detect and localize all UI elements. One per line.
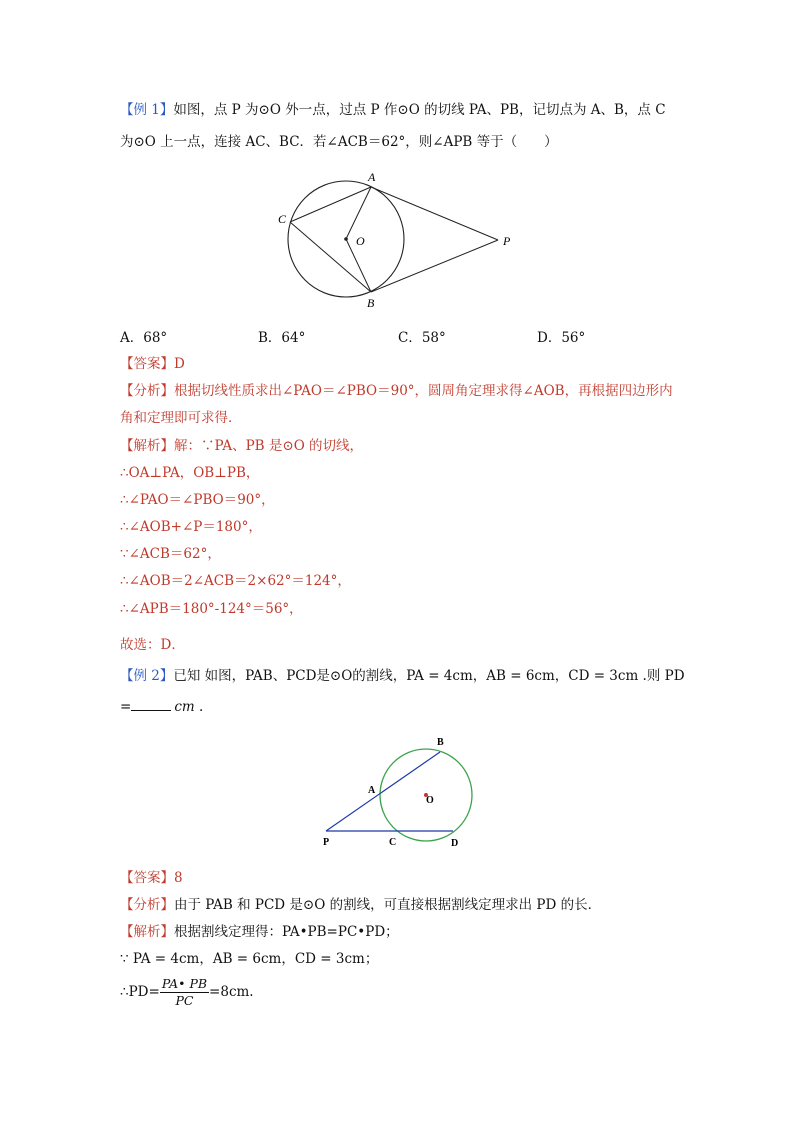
ex1-solution-line1 bbox=[120, 437, 363, 455]
label-a: A bbox=[368, 170, 376, 184]
ex1-choice: 故选：D． bbox=[120, 637, 185, 653]
ex1-analysis-tag: 【分析】 bbox=[120, 383, 174, 399]
ex1-solution-line6: ∴∠AOB＝2∠ACB＝2×62°＝124°， bbox=[120, 573, 351, 589]
label2-a: A bbox=[368, 785, 376, 796]
ex2-solution-line2: ∵ PA = 4cm，AB = 6cm，CD = 3cm； bbox=[120, 951, 379, 967]
ex1-answer-value: D bbox=[174, 356, 185, 372]
label-o: O bbox=[356, 234, 365, 248]
ex1-question-line2: 为⊙O 上一点，连接 AC、BC．若∠ACB＝62°，则∠APB 等于（ ） bbox=[120, 134, 558, 150]
ex2-question-line1 bbox=[120, 667, 685, 685]
chord-bc bbox=[290, 222, 371, 292]
ex1-solution-line5: ∵∠ACB＝62°， bbox=[120, 546, 221, 562]
ex2-q2-prefix: = bbox=[120, 699, 132, 715]
ex1-figure bbox=[270, 165, 530, 315]
label2-o: O bbox=[426, 795, 434, 806]
ex1-option-d: D．56° bbox=[537, 330, 586, 346]
label-b: B bbox=[367, 296, 375, 310]
ex2-answer-value: 8 bbox=[174, 870, 183, 886]
ex2-analysis bbox=[120, 896, 601, 914]
ex1-solution-line7: ∴∠APB＝180°-124°＝56°， bbox=[120, 601, 303, 617]
ex2-frac-num: PA• PB bbox=[161, 976, 208, 991]
ex2-fraction bbox=[160, 976, 209, 1009]
tangent-pa bbox=[371, 187, 498, 240]
label-c: C bbox=[278, 212, 287, 226]
ex2-frac-den: PC bbox=[175, 993, 194, 1008]
ex1-analysis-line2: 角和定理即可求得． bbox=[120, 410, 242, 426]
ex2-solution-tag: 【解析】 bbox=[120, 924, 174, 940]
ex2-solution-line3 bbox=[120, 976, 254, 1009]
ex1-tag: 【例 1】 bbox=[120, 102, 174, 118]
ex1-solution-line2: ∴OA⊥PA，OB⊥PB， bbox=[120, 465, 260, 481]
tangent-pb bbox=[371, 240, 498, 292]
center-dot bbox=[344, 237, 348, 241]
ex2-q2-suffix: cm . bbox=[174, 699, 204, 715]
ex2-figure bbox=[315, 730, 495, 850]
label2-b: B bbox=[437, 737, 444, 748]
ex1-solution-line3: ∴∠PAO＝∠PBO＝90°， bbox=[120, 492, 275, 508]
label2-c: C bbox=[389, 837, 397, 848]
ex1-analysis-text1: 根据切线性质求出∠PAO＝∠PBO＝90°，圆周角定理求得∠AOB，再根据四边形内 bbox=[174, 383, 673, 399]
ex2-analysis-text: 由于 PAB 和 PCD 是⊙O 的割线，可直接根据割线定理求出 PD 的长． bbox=[174, 897, 602, 913]
secant-pab bbox=[326, 752, 440, 831]
ex2-tag: 【例 2】 bbox=[120, 668, 174, 684]
ex1-answer bbox=[120, 355, 185, 373]
label2-d: D bbox=[451, 838, 459, 849]
label-p: P bbox=[503, 234, 511, 248]
ex1-option-a: A．68° bbox=[120, 330, 168, 346]
ex1-option-c: C．58° bbox=[398, 330, 446, 346]
ex1-solution-text0: 解：∵PA、PB 是⊙O 的切线， bbox=[174, 438, 364, 454]
ex1-question-line1 bbox=[120, 101, 666, 119]
radius-oa bbox=[346, 187, 371, 239]
ex1-q1-text: 如图，点 P 为⊙O 外一点，过点 P 作⊙O 的切线 PA、PB，记切点为 A、B，点 C bbox=[173, 102, 666, 118]
label2-p: P bbox=[323, 837, 330, 848]
ex1-solution-line4: ∴∠AOB+∠P＝180°， bbox=[120, 519, 262, 535]
ex2-sol3-suffix: =8cm. bbox=[209, 984, 254, 1000]
ex2-q1-text: 已知 如图，PAB、PCD是⊙O的割线，PA = 4cm，AB = 6cm，CD = 3cm .则 PD bbox=[173, 668, 685, 684]
ex1-answer-tag: 【答案】 bbox=[120, 356, 174, 372]
ex1-option-b: B．64° bbox=[258, 330, 306, 346]
ex2-solution-line1 bbox=[120, 923, 399, 941]
ex1-solution-tag: 【解析】 bbox=[120, 438, 174, 454]
ex2-analysis-tag: 【分析】 bbox=[120, 897, 174, 913]
ex1-analysis-line1 bbox=[120, 382, 673, 400]
ex2-answer bbox=[120, 869, 183, 887]
ex2-answer-tag: 【答案】 bbox=[120, 870, 174, 886]
chord-ac bbox=[290, 187, 371, 222]
ex2-solution-text1: 根据割线定理得：PA•PB=PC•PD； bbox=[174, 924, 399, 940]
ex2-blank bbox=[131, 698, 171, 711]
ex2-sol3-prefix: ∴PD= bbox=[120, 984, 160, 1000]
ex2-question-line2 bbox=[120, 698, 203, 716]
